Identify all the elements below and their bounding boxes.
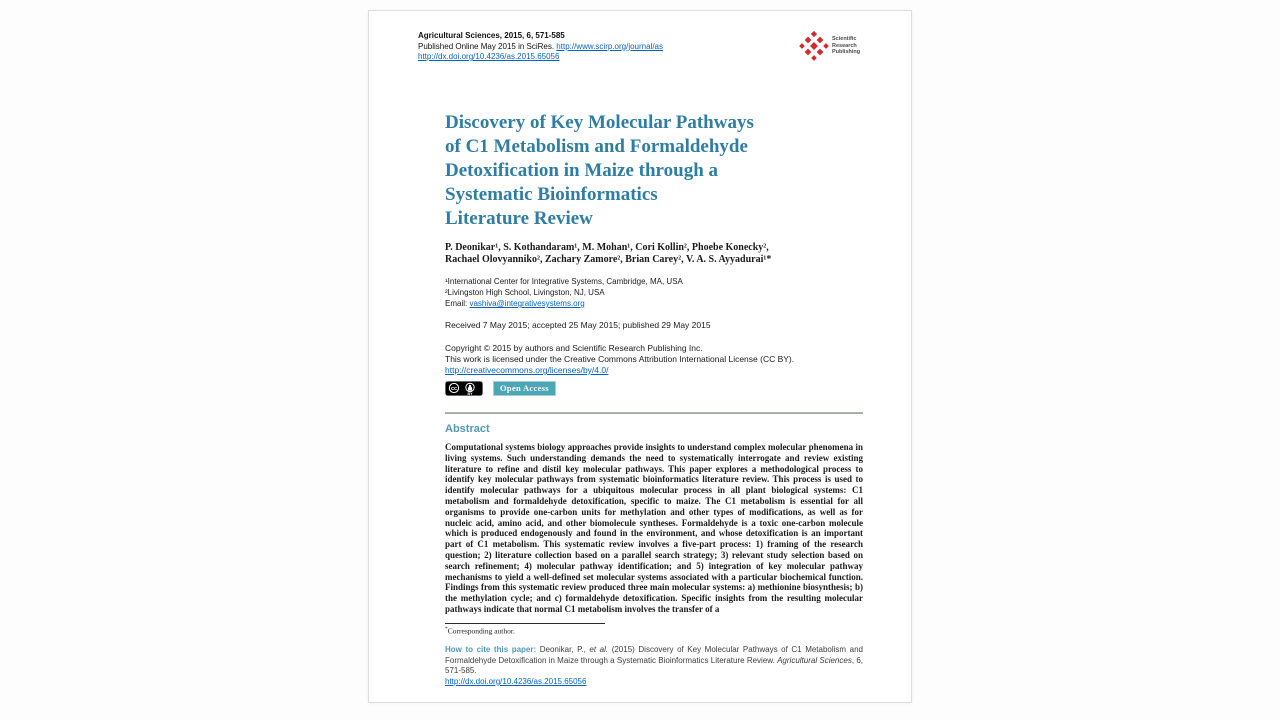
affiliation-2: ²Livingston High School, Livingston, NJ, USA	[445, 288, 605, 297]
abstract-heading: Abstract	[445, 423, 490, 435]
publisher-name-line: Scientific	[832, 36, 857, 43]
cc-by-icon[interactable]	[445, 381, 483, 396]
authors-line: Rachael Olovyanniko², Zachary Zamore², Brian Carey², V. A. S. Ayyadurai¹*	[445, 254, 772, 265]
citation-doi-link[interactable]: http://dx.doi.org/10.4236/as.2015.65056	[445, 676, 587, 686]
copyright-line: Copyright © 2015 by authors and Scientific Research Publishing Inc.	[445, 343, 703, 353]
citation-label: How to cite this paper:	[445, 645, 540, 655]
paper-title-line: of C1 Metabolism and Formaldehyde	[445, 136, 748, 157]
email-label: Email:	[445, 299, 470, 308]
email-link[interactable]: vashiva@integrativesystems.org	[469, 299, 585, 308]
abstract-text: Computational systems biology approaches provide insights to understand complex molecular phenomena in living systems. Such understanding demands the need to systematically interrogate and review existing literature to refine and distil key molecular pathways. This paper explores a methodological process to identify key molecular pathways from systematic bioinformatics literature review. This process is used to identify molecular pathways for a ubiquitous molecular process in all plant biological systems: C1 metabolism and formaldehyde detoxification, specific to maize. The C1 metabolism is essential for all organisms to provide one-carbon units for methylation and other types of modifications, as well as for nucleic acid, amino acid, and other biomolecule syntheses. Formaldehyde is a toxic one-carbon molecule which is produced endogenously and found in the environment, and whose detoxification is an important part of C1 metabolism. This systematic review involves a five-part process: 1) framing of the research question; 2) literature collection based on a parallel search strategy; 3) relevant study selection based on search refinement; 4) molecular pathway identification; and 5) integration of key molecular pathway mechanisms to yield a well-defined set molecular systems associated with a particular biochemical function. Findings from this systematic review produced three main molecular systems: a) methionine biosynthesis; b) the methylation cycle; and c) formaldehyde detoxification. Specific insights from the resulting molecular pathways indicate that normal C1 metabolism involves the transfer of a	[445, 442, 863, 614]
paper-page	[368, 10, 912, 703]
citation-note	[445, 645, 863, 687]
email-line	[445, 298, 863, 309]
dates-line: Received 7 May 2015; accepted 25 May 2015; published 29 May 2015	[445, 320, 711, 330]
corresponding-author-note	[445, 626, 863, 636]
paper-title	[445, 111, 863, 231]
publisher-name	[832, 36, 860, 56]
paper-title-line: Literature Review	[445, 208, 593, 229]
main-column	[445, 111, 863, 687]
citation-doi-line	[445, 677, 863, 688]
license-link[interactable]: http://creativecommons.org/licenses/by/4.0/	[445, 365, 609, 375]
publisher-logo	[799, 31, 860, 61]
header-doi-link[interactable]: http://dx.doi.org/10.4236/as.2015.65056	[418, 52, 560, 61]
affiliation-1: ¹International Center for Integrative Systems, Cambridge, MA, USA	[445, 277, 683, 286]
paper-title-line: Detoxification in Maize through a	[445, 160, 719, 181]
section-divider	[445, 412, 863, 414]
citation-text: Deonikar, P.,	[539, 645, 590, 655]
paper-title-line: Discovery of Key Molecular Pathways	[445, 112, 754, 133]
citation-et-al: et al.	[589, 645, 609, 655]
footnote-marker: *	[445, 625, 448, 632]
svg-text:cc: cc	[450, 386, 458, 393]
license-badges	[445, 381, 863, 396]
scirp-diamonds-icon	[799, 31, 829, 61]
published-online-line	[418, 42, 663, 53]
citation-text: (2015) Discovery of Key Molecular Pathways of C1 Metabolism and Formaldehyde Detoxification in Maize through a Systematic Bioinformatics Literature Review.	[445, 645, 864, 665]
authors-line: P. Deonikar¹, S. Kothandaram¹, M. Mohan¹, Cori Kollin², Phoebe Konecky²,	[445, 242, 769, 253]
publisher-name-line: Research	[832, 42, 857, 49]
publisher-name-line: Publishing	[832, 49, 861, 56]
citation-text: , 6, 571-585.	[445, 655, 863, 676]
paper-title-line: Systematic Bioinformatics	[445, 184, 658, 205]
copyright-block	[445, 343, 863, 376]
license-line: This work is licensed under the Creative Commons Attribution International License (CC BY).	[445, 354, 795, 364]
open-access-badge[interactable]: Open Access	[493, 381, 556, 396]
citation-journal-name: Agricultural Sciences	[777, 655, 852, 665]
affiliations-block	[445, 276, 863, 309]
footnote-divider	[445, 623, 605, 624]
published-online-text: Published Online May 2015 in SciRes.	[418, 41, 557, 51]
authors-block	[445, 242, 863, 266]
header-doi-line	[418, 52, 663, 63]
license-link-line	[445, 365, 863, 376]
journal-citation-line: Agricultural Sciences, 2015, 6, 571-585	[418, 31, 565, 40]
footnote-text: Corresponding author.	[447, 626, 515, 636]
journal-header	[418, 31, 663, 63]
svg-text:BY: BY	[467, 392, 473, 396]
journal-link[interactable]: http://www.scirp.org/journal/as	[556, 41, 664, 51]
